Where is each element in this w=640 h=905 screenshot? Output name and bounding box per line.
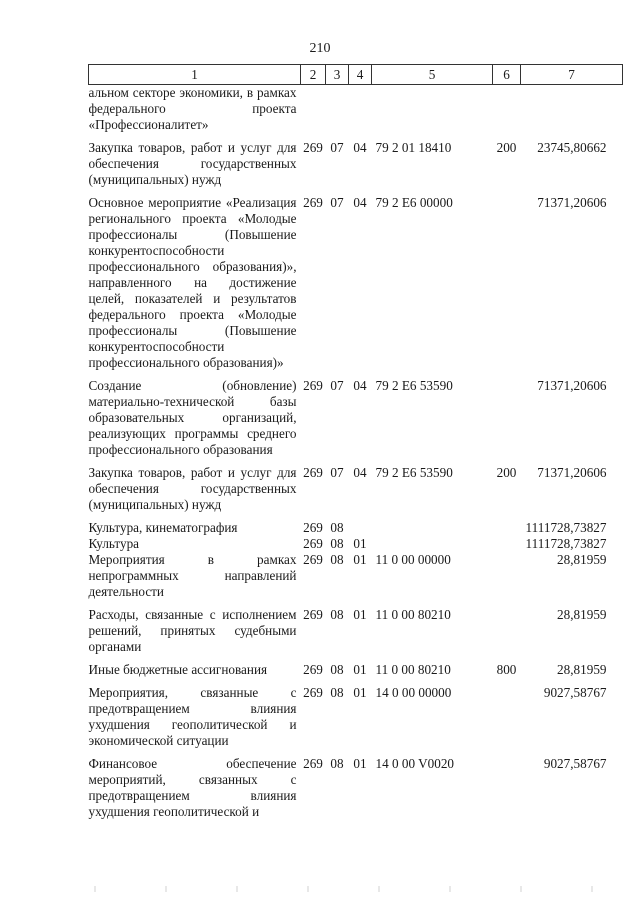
row-c2: 269 (303, 756, 323, 771)
row-c5 (372, 85, 493, 141)
row-name: Создание (обновление) материально-технической базы образовательных организаций, реализующих программы среднего профессионального образования (88, 378, 297, 457)
row-name: Финансовое обеспечение мероприятий, связанных с предотвращением влияния ухудшения геополитической и (88, 756, 297, 819)
table-row (89, 520, 623, 536)
row-c5: 79 2 Е6 53590 (375, 465, 453, 480)
row-c7: 23745,80662 (537, 140, 607, 155)
row-c3: 08 (330, 662, 344, 677)
row-c7: 1111728,73827 (525, 536, 607, 551)
row-c6 (493, 552, 521, 607)
row-c4: 01 (353, 756, 367, 771)
table-row (89, 552, 623, 607)
table-row (89, 465, 623, 520)
row-c6 (493, 685, 521, 756)
row-c6 (493, 536, 521, 552)
row-c4: 01 (353, 607, 367, 622)
row-name: Мероприятия, связанные с предотвращением влияния ухудшения геополитической и экономической ситуации (88, 685, 297, 748)
header-col-3: 3 (326, 65, 349, 85)
table-row (89, 140, 623, 195)
row-c3: 08 (330, 552, 344, 567)
row-c7: 71371,20606 (537, 378, 607, 393)
row-c6: 800 (496, 662, 517, 677)
header-col-5: 5 (372, 65, 493, 85)
row-c4 (349, 85, 372, 141)
row-c2: 269 (303, 607, 323, 622)
row-c5: 79 2 Е6 53590 (375, 378, 453, 393)
row-c4: 01 (353, 552, 367, 567)
row-name: Иные бюджетные ассигнования (88, 662, 268, 677)
table-header (89, 65, 623, 85)
row-c6: 200 (496, 465, 517, 480)
row-c4 (349, 520, 372, 536)
header-col-7: 7 (521, 65, 623, 85)
table-row (89, 756, 623, 820)
row-c2: 269 (303, 536, 323, 551)
table-row (89, 195, 623, 378)
scan-artifacts (60, 886, 620, 892)
row-c4: 01 (353, 536, 367, 551)
row-name: Закупка товаров, работ и услуг для обеспечения государственных (муниципальных) нужд (88, 140, 297, 187)
row-c5: 79 2 Е6 00000 (375, 195, 453, 210)
header-col-1: 1 (89, 65, 301, 85)
row-c6 (493, 756, 521, 820)
row-c3: 08 (330, 520, 344, 535)
row-c4: 04 (353, 195, 367, 210)
row-name: Основное мероприятие «Реализация регионального проекта «Молодые профессионалы (Повышение конкурентоспособности профессионального образования)», направленного на достижение целей, показателей и результатов федерального проекта «Молодые профессионалы (Повышение конкурентоспособности профессионального образования)» (88, 195, 297, 370)
row-c4: 04 (353, 140, 367, 155)
row-c7: 28,81959 (557, 607, 607, 622)
row-c2: 269 (303, 140, 323, 155)
page-number: 210 (309, 41, 331, 56)
row-c6 (493, 520, 521, 536)
row-c5: 14 0 00 V0020 (375, 756, 455, 771)
row-c2 (301, 85, 326, 141)
row-c7: 1111728,73827 (525, 520, 607, 535)
row-name: Закупка товаров, работ и услуг для обеспечения государственных (муниципальных) нужд (88, 465, 297, 512)
row-c3: 08 (330, 536, 344, 551)
row-c2: 269 (303, 195, 323, 210)
row-c4: 04 (353, 378, 367, 393)
row-c5: 11 0 00 80210 (375, 607, 451, 622)
row-c7 (521, 85, 623, 141)
row-c5: 11 0 00 00000 (375, 552, 451, 567)
row-c4: 04 (353, 465, 367, 480)
row-c5: 14 0 00 00000 (375, 685, 452, 700)
header-col-6: 6 (493, 65, 521, 85)
row-c5: 79 2 01 18410 (375, 140, 452, 155)
row-c7: 71371,20606 (537, 465, 607, 480)
row-c2: 269 (303, 520, 323, 535)
row-c2: 269 (303, 685, 323, 700)
row-name: Культура, кинематография (88, 520, 238, 535)
row-c7: 71371,20606 (537, 195, 607, 210)
row-c2: 269 (303, 378, 323, 393)
row-c3: 08 (330, 685, 344, 700)
row-c4: 01 (353, 662, 367, 677)
table-row (89, 378, 623, 465)
row-c7: 28,81959 (557, 662, 607, 677)
row-name: Культура (88, 536, 140, 551)
row-c3: 08 (330, 607, 344, 622)
row-c6 (493, 195, 521, 378)
row-c6 (493, 607, 521, 662)
table-row (89, 85, 623, 141)
header-col-4: 4 (349, 65, 372, 85)
row-c7: 9027,58767 (543, 685, 607, 700)
table-row (89, 536, 623, 552)
row-c7: 28,81959 (557, 552, 607, 567)
row-c5 (372, 520, 493, 536)
row-c2: 269 (303, 552, 323, 567)
row-c3: 08 (330, 756, 344, 771)
row-c6 (493, 85, 521, 141)
row-c3: 07 (330, 195, 344, 210)
header-col-2: 2 (301, 65, 326, 85)
table-row (89, 607, 623, 662)
row-c5: 11 0 00 80210 (375, 662, 451, 677)
row-c6 (493, 378, 521, 465)
row-name: альном секторе экономики, в рамках федерального проекта «Профессионалитет» (88, 85, 297, 132)
row-c2: 269 (303, 662, 323, 677)
row-c3 (326, 85, 349, 141)
row-c3: 07 (330, 140, 344, 155)
row-c3: 07 (330, 465, 344, 480)
row-name: Расходы, связанные с исполнением решений, принятых судебными органами (88, 607, 297, 654)
row-c5 (372, 536, 493, 552)
header-row (89, 65, 623, 85)
row-c7: 9027,58767 (543, 756, 607, 771)
row-c3: 07 (330, 378, 344, 393)
budget-table (88, 64, 623, 820)
row-name: Мероприятия в рамках непрограммных направлений деятельности (88, 552, 297, 599)
row-c2: 269 (303, 465, 323, 480)
row-c4: 01 (353, 685, 367, 700)
row-c6: 200 (496, 140, 517, 155)
table-row (89, 662, 623, 685)
table-row (89, 685, 623, 756)
table-body (89, 85, 623, 821)
